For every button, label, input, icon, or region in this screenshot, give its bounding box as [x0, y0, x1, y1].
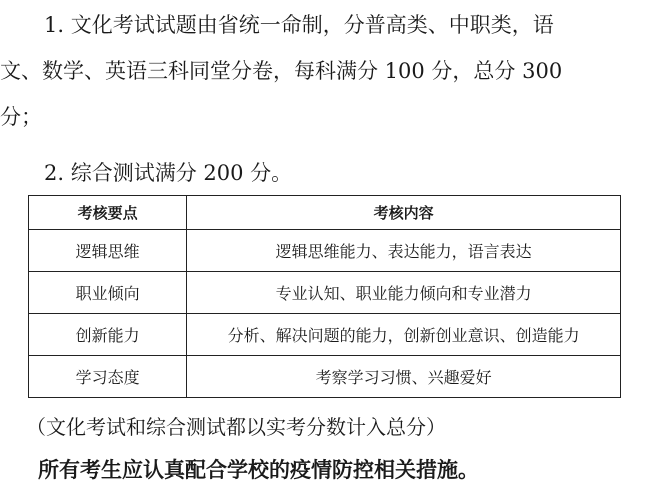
table-header-row — [29, 196, 621, 230]
paragraph-exam-rules — [0, 2, 652, 140]
epidemic-notice: 所有考生应认真配合学校的疫情防控相关措施。 — [38, 458, 479, 482]
table-cell-key-point: 创新能力 — [29, 314, 187, 356]
table-cell-key-point: 逻辑思维 — [29, 230, 187, 272]
score-note: （文化考试和综合测试都以实考分数计入总分） — [26, 415, 446, 439]
paragraph-line-2: 文、数学、英语三科同堂分卷，每科满分 100 分，总分 300 — [0, 59, 563, 83]
table-row — [29, 230, 621, 272]
table-row — [29, 272, 621, 314]
table-row — [29, 314, 621, 356]
table-cell-content: 逻辑思维能力、表达能力，语言表达 — [187, 230, 621, 272]
table-cell-content: 专业认知、职业能力倾向和专业潜力 — [187, 272, 621, 314]
paragraph-line-3: 分； — [0, 105, 42, 129]
paragraph-comprehensive-test: 2. 综合测试满分 200 分。 — [44, 161, 293, 185]
table-row — [29, 356, 621, 398]
table-cell-content: 考察学习习惯、兴趣爱好 — [187, 356, 621, 398]
table-header-cell: 考核内容 — [187, 196, 621, 230]
assessment-table — [28, 195, 621, 398]
table-cell-key-point: 职业倾向 — [29, 272, 187, 314]
table-cell-key-point: 学习态度 — [29, 356, 187, 398]
table-cell-content: 分析、解决问题的能力，创新创业意识、创造能力 — [187, 314, 621, 356]
paragraph-line-1: 1. 文化考试试题由省统一命制，分普高类、中职类，语 — [44, 13, 554, 37]
table-header-cell: 考核要点 — [29, 196, 187, 230]
